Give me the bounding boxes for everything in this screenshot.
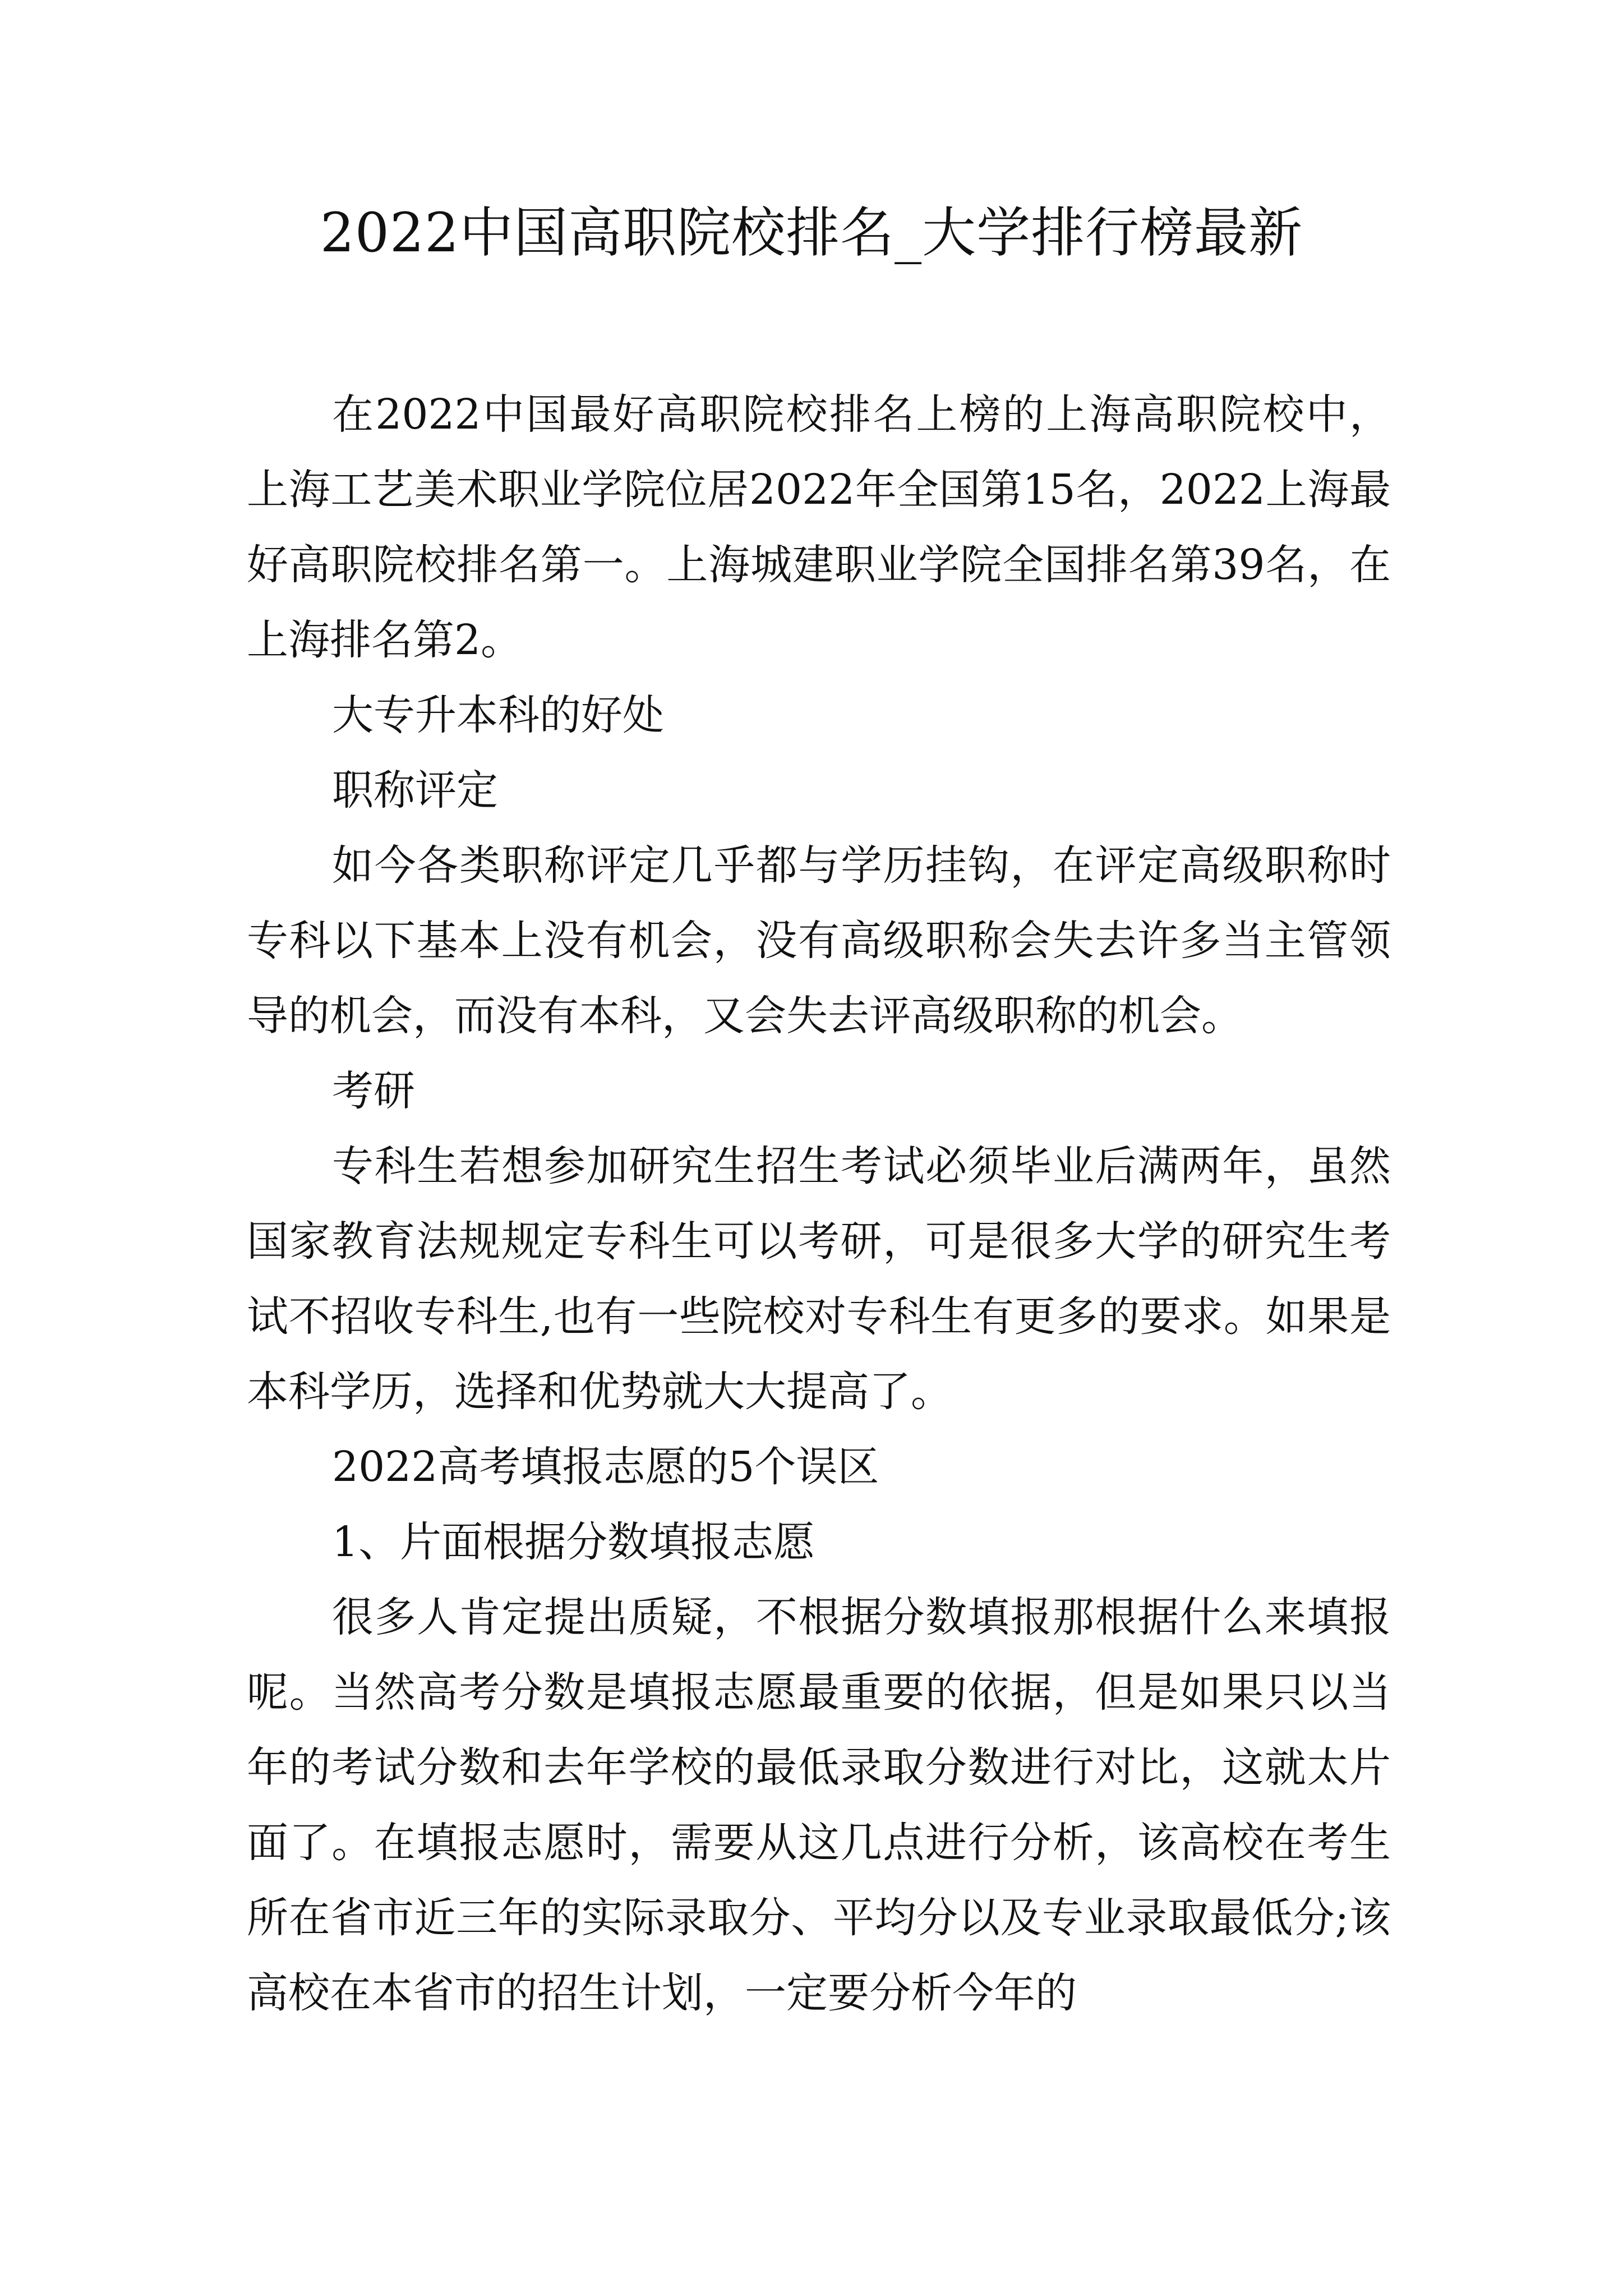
- subheading-postgraduate: 考研: [332, 1067, 415, 1115]
- document-body: [247, 377, 1391, 2031]
- paragraph-title-evaluation: 如今各类职称评定几乎都与学历挂钩，在评定高级职称时专科以下基本上没有机会，没有高级职称会失去许多当主管领导的机会，而没有本科，又会失去评高级职称的机会。: [247, 841, 1391, 1040]
- subheading-title-evaluation: 职称评定: [332, 766, 498, 815]
- section-heading-misconceptions: 2022高考填报志愿的5个误区: [332, 1443, 879, 1491]
- section-heading-benefits: 大专升本科的好处: [332, 691, 664, 739]
- subheading-misconception-1: 1、片面根据分数填报志愿: [332, 1518, 815, 1566]
- paragraph-intro: 在2022中国最好高职院校排名上榜的上海高职院校中，上海工艺美术职业学院位居2022年全国第15名，2022上海最好高职院校排名第一。上海城建职业学院全国排名第39名，在上海排名第2。: [247, 390, 1391, 664]
- paragraph-postgraduate: 专科生若想参加研究生招生考试必须毕业后满两年，虽然国家教育法规规定专科生可以考研，可是很多大学的研究生考试不招收专科生,也有一些院校对专科生有更多的要求。如果是本科学历，选择和优势就大大提高了。: [247, 1142, 1391, 1416]
- document-title: 2022中国高职院校排名_大学排行榜最新: [320, 201, 1303, 264]
- paragraph-misconception-1: 很多人肯定提出质疑，不根据分数填报那根据什么来填报呢。当然高考分数是填报志愿最重要的依据，但是如果只以当年的考试分数和去年学校的最低录取分数进行对比，这就太片面了。在填报志愿时，需要从这几点进行分析，该高校在考生所在省市近三年的实际录取分、平均分以及专业录取最低分;该高校在本省市的招生计划，一定要分析今年的: [247, 1593, 1391, 2017]
